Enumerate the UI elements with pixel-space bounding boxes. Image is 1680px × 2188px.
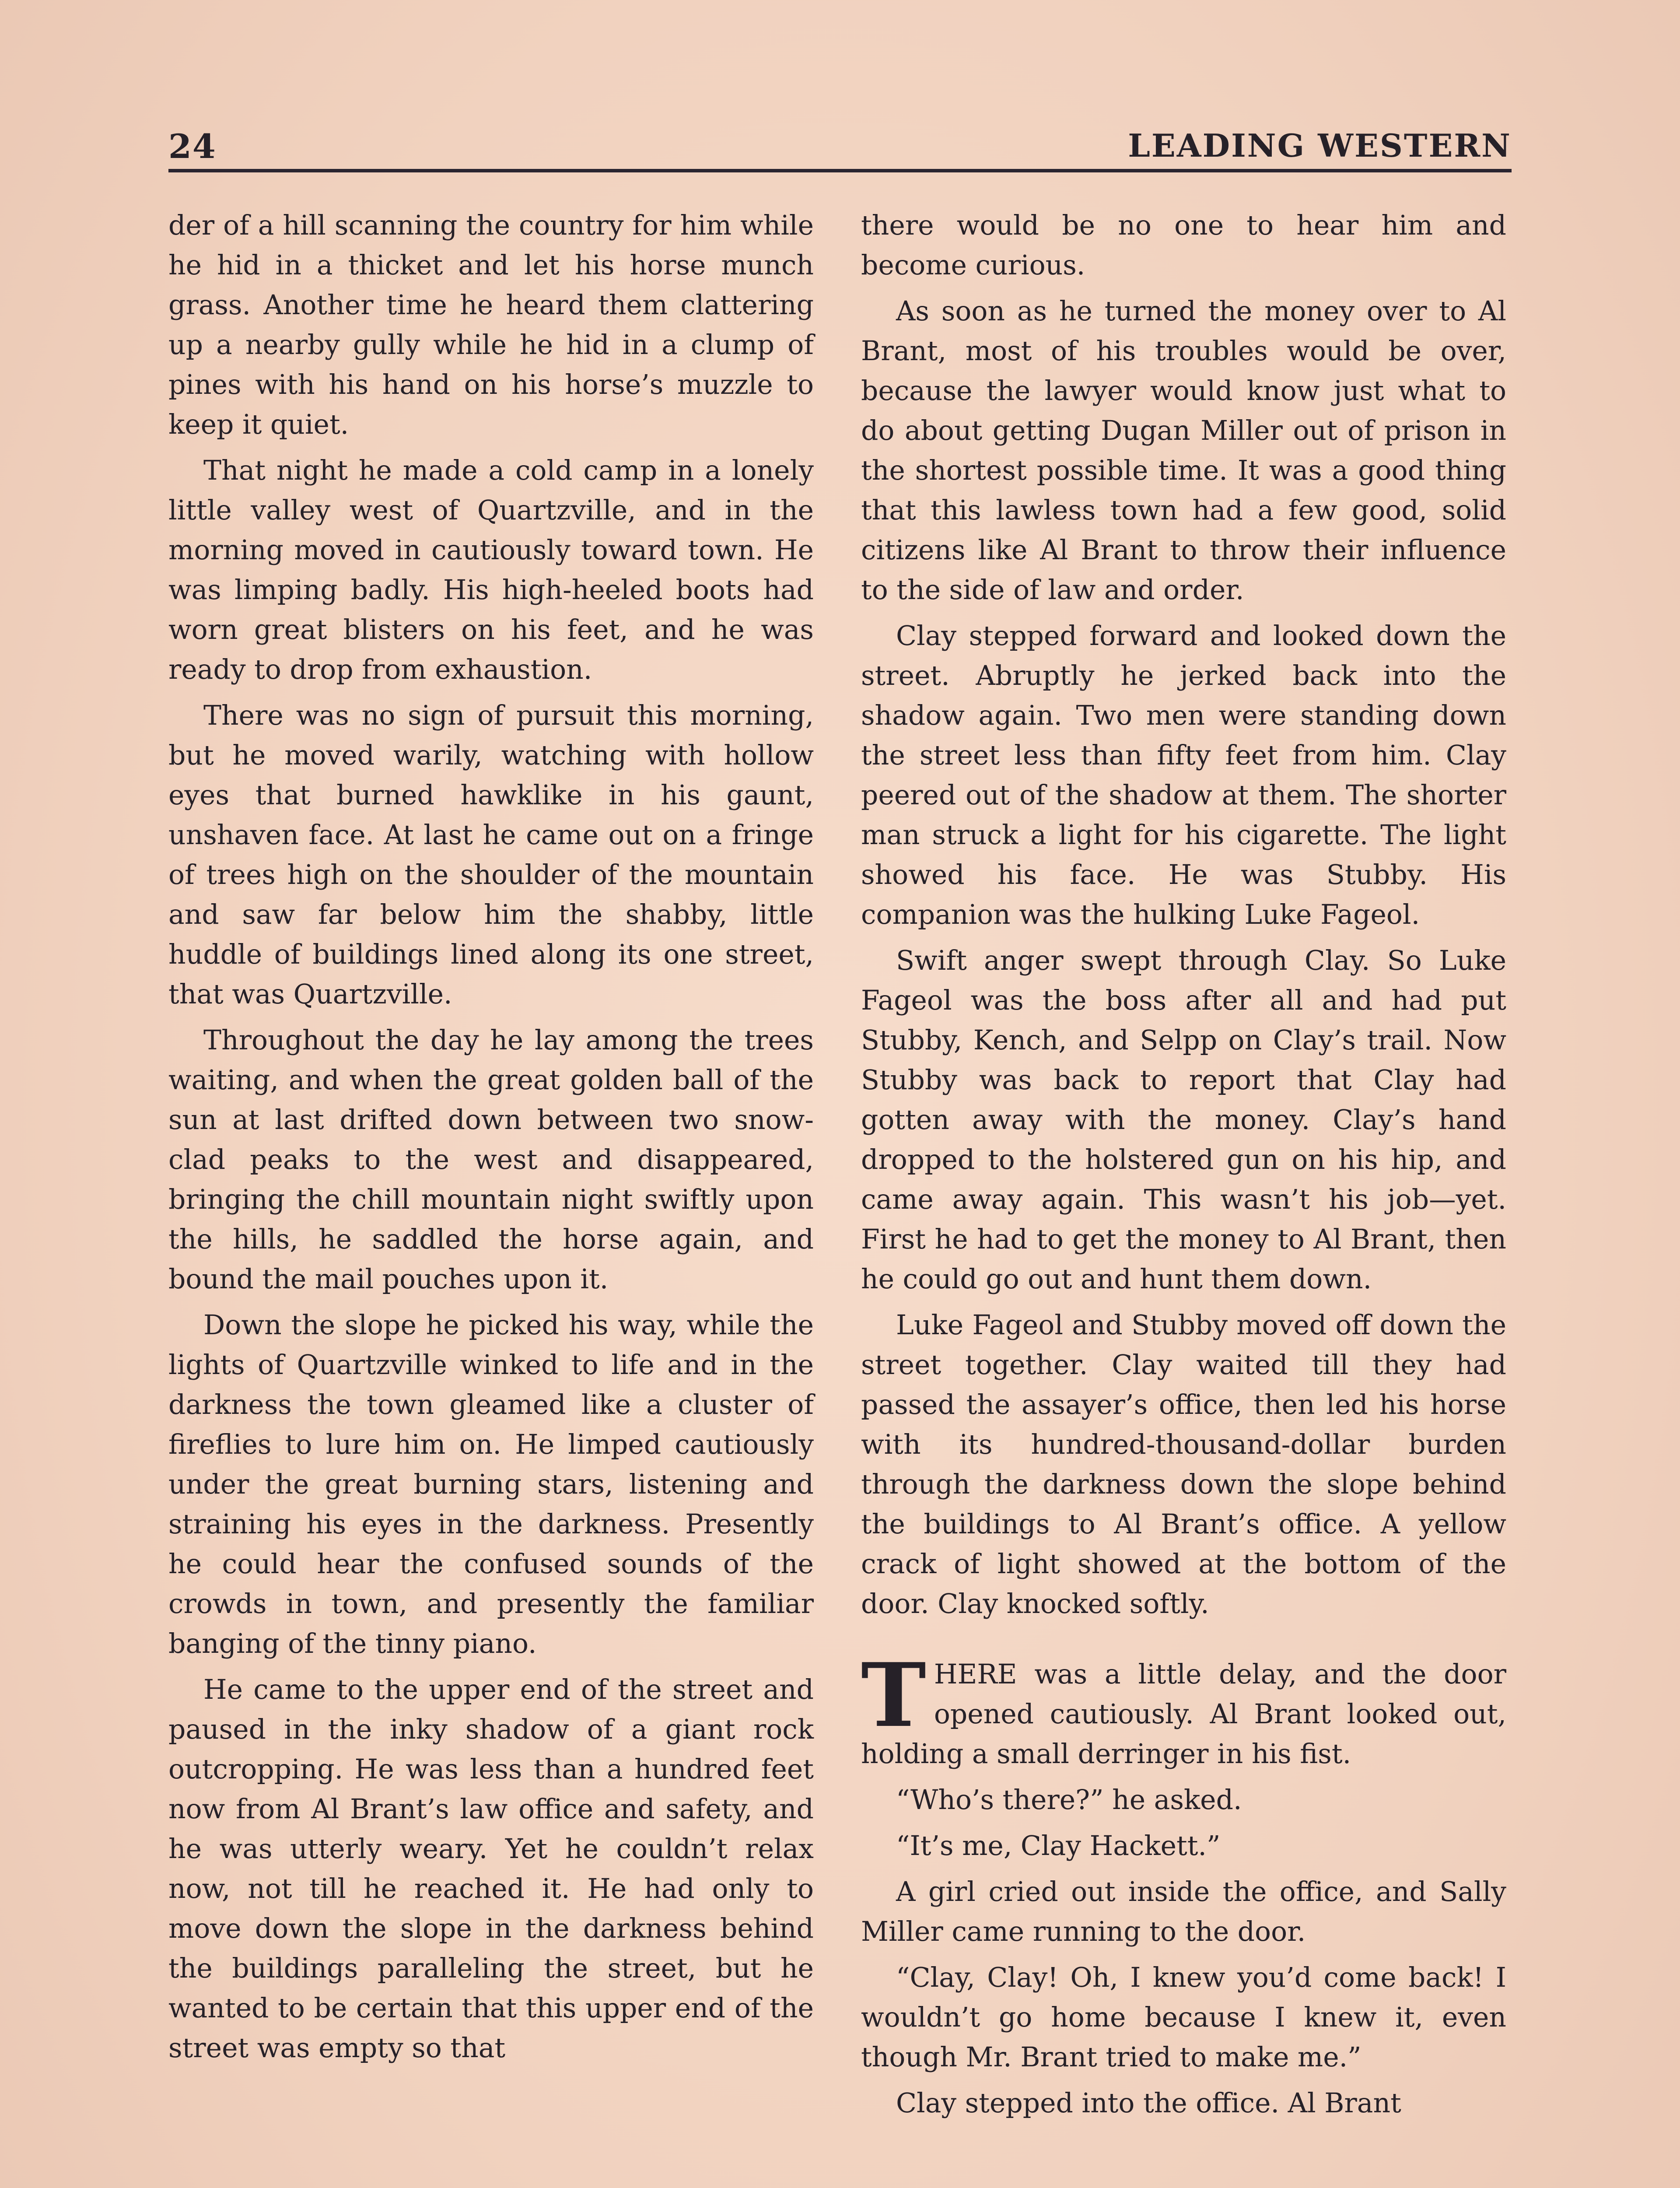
paragraph: der of a hill scanning the country for him while he hid in a thicket and let his horse munch grass. Another time he heard them clattering up a nearby gully while he hid in a clump of pines with his hand on his horse’s muzzle to keep it quiet. xyxy=(168,210,814,440)
paragraph: A girl cried out inside the office, and Sally Miller came running to the door. xyxy=(861,1876,1506,1947)
section-opening-paragraph xyxy=(861,1644,1506,1774)
paragraph: There was no sign of pursuit this morning, but he moved warily, watching with hollow eyes that burned hawklike in his gaunt, unshaven face. At last he came out on a fringe of trees high on the shoulder of the mountain and saw far below him the shabby, little huddle of buildings lined along its one street, that was Quartzville. xyxy=(168,700,814,1010)
paragraph: Swift anger swept through Clay. So Luke Fageol was the boss after all and had put Stubby, Kench, and Selpp on Clay’s trail. Now Stubby was back to report that Clay had gotten away with the money. Clay’s hand dropped to the holstered gun on his hip, and came away again. This wasn’t his job—yet. First he had to get the money to Al Brant, then he could go out and hunt them down. xyxy=(861,945,1506,1295)
page-number: 24 xyxy=(168,127,217,166)
paragraph: “Clay, Clay! Oh, I knew you’d come back! I wouldn’t go home because I knew it, even though Mr. Brant tried to make me.” xyxy=(861,1962,1506,2073)
paragraph: He came to the upper end of the street and paused in the inky shadow of a giant rock outcropping. He was less than a hundred feet now from Al Brant’s law office and safety, and he was utterly weary. Yet he couldn’t relax now, not till he reached it. He had only to move down the slope in the darkness behind the buildings paralleling the street, but he wanted to be certain that this upper end of the street was empty so that xyxy=(168,1674,814,2064)
drop-cap: T xyxy=(861,1644,926,1747)
paragraph: “It’s me, Clay Hackett.” xyxy=(896,1830,1221,1862)
left-column xyxy=(168,206,814,2074)
header-rule xyxy=(168,169,1512,172)
paragraph: there would be no one to hear him and become curious. xyxy=(861,210,1506,281)
paragraph: “Who’s there?” he asked. xyxy=(896,1784,1242,1816)
drop-cap-text: HERE was a little delay, and the door opened cautiously. Al Brant looked out, holding a small derringer in his fist. xyxy=(861,1659,1506,1770)
paragraph: Throughout the day he lay among the trees waiting, and when the great golden ball of the sun at last drifted down between two snow-clad peaks to the west and disappeared, bringing the chill mountain night swiftly upon the hills, he saddled the horse again, and bound the mail pouches upon it. xyxy=(168,1024,814,1295)
paragraph: As soon as he turned the money over to Al Brant, most of his troubles would be over, because the lawyer would know just what to do about getting Dugan Miller out of prison in the shortest possible time. It was a good thing that this lawless town had a few good, solid citizens like Al Brant to throw their influence to the side of law and order. xyxy=(861,295,1506,606)
right-column xyxy=(861,206,1506,2129)
paragraph: That night he made a cold camp in a lonely little valley west of Quartzville, and in the morning moved in cautiously toward town. He was limping badly. His high-heeled boots had worn great blisters on his feet, and he was ready to drop from exhaustion. xyxy=(168,455,814,685)
paragraph: Clay stepped into the office. Al Brant xyxy=(896,2087,1401,2119)
paragraph: Luke Fageol and Stubby moved off down the street together. Clay waited till they had passed the assayer’s office, then led his horse with its hundred-thousand-dollar burden through the darkness down the slope behind the buildings to Al Brant’s office. A yellow crack of light showed at the bottom of the door. Clay knocked softly. xyxy=(861,1309,1506,1620)
page-header xyxy=(168,123,1512,171)
paragraph: Clay stepped forward and looked down the street. Abruptly he jerked back into the shadow again. Two men were standing down the street less than fifty feet from him. Clay peered out of the shadow at them. The shorter man struck a light for his cigarette. The light showed his face. He was Stubby. His companion was the hulking Luke Fageol. xyxy=(861,620,1506,930)
paragraph: Down the slope he picked his way, while the lights of Quartzville winked to life and in the darkness the town gleamed like a cluster of fireflies to lure him on. He limped cautiously under the great burning stars, listening and straining his eyes in the darkness. Presently he could hear the confused sounds of the crowds in town, and presently the familiar banging of the tinny piano. xyxy=(168,1309,814,1659)
running-title: LEADING WESTERN xyxy=(1128,127,1512,164)
